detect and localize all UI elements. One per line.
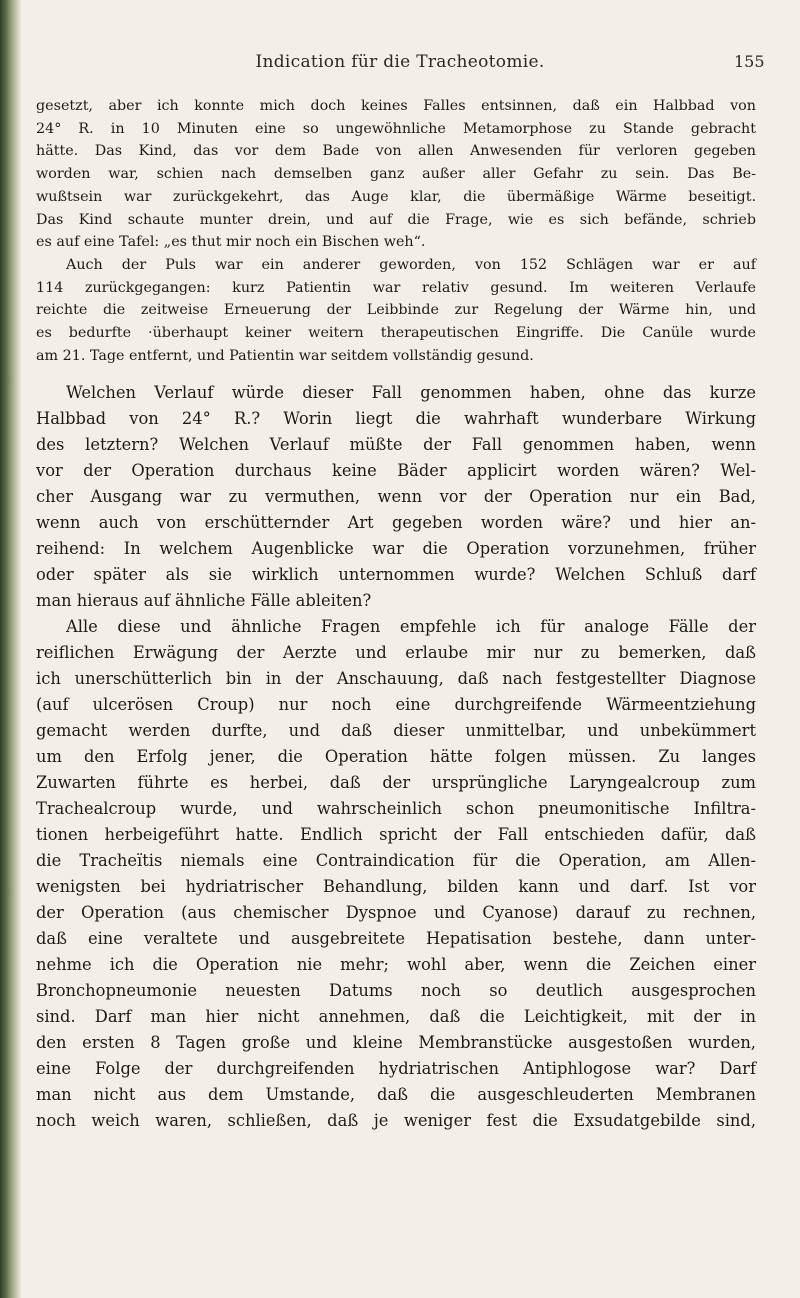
text-line: nehme ich die Operation nie mehr; wohl aber, wenn die Zeichen einer bbox=[36, 955, 756, 974]
text-line: es auf eine Tafel: „es thut mir noch ein Bischen weh“. bbox=[36, 234, 426, 251]
text-line: sind. Darf man hier nicht annehmen, daß die Leichtigkeit, mit der in bbox=[36, 1007, 756, 1026]
text-line: reichte die zeitweise Erneuerung der Leibbinde zur Regelung der Wärme hin, und bbox=[36, 302, 756, 319]
text-line: gesetzt, aber ich konnte mich doch keines Falles entsinnen, daß ein Halbbad von bbox=[36, 98, 756, 114]
text-line: (auf ulcerösen Croup) nur noch eine durchgreifende Wärmeentziehung bbox=[36, 695, 756, 714]
text-line: Das Kind schaute munter drein, und auf die Frage, wie es sich befände, schrieb bbox=[36, 211, 756, 228]
text-line: Bronchopneumonie neuesten Datums noch so deutlich ausgesprochen bbox=[36, 981, 756, 1000]
text-line: worden war, schien nach demselben ganz außer aller Gefahr zu sein. Das Be- bbox=[36, 166, 756, 183]
text-line: cher Ausgang war zu vermuthen, wenn vor der Operation nur ein Bad, bbox=[36, 487, 756, 506]
text-line: am 21. Tage entfernt, und Patientin war seitdem vollständig gesund. bbox=[36, 347, 534, 364]
text-line: ich unerschütterlich bin in der Anschauung, daß nach festgestellter Diagnose bbox=[36, 669, 756, 688]
text-line: es bedurfte ·überhaupt keiner weitern therapeutischen Eingriffe. Die Canüle wurde bbox=[36, 325, 756, 342]
text-line: wenigsten bei hydriatrischer Behandlung, bilden kann und darf. Ist vor bbox=[36, 877, 756, 896]
text-line: um den Erfolg jener, die Operation hätte folgen müssen. Zu langes bbox=[36, 747, 756, 766]
discussion-paragraphs bbox=[36, 380, 756, 1134]
text-line: man nicht aus dem Umstande, daß die ausgeschleuderten Membranen bbox=[36, 1085, 756, 1104]
text-line: wenn auch von erschütternder Art gegeben worden wäre? und hier an- bbox=[36, 513, 756, 532]
text-line: noch weich waren, schließen, daß je weniger fest die Exsudatgebilde sind, bbox=[36, 1111, 756, 1130]
text-line: oder später als sie wirklich unternommen wurde? Welchen Schluß darf bbox=[36, 565, 756, 584]
text-line: Trachealcroup wurde, und wahrscheinlich schon pneumonitische Infiltra- bbox=[36, 799, 756, 818]
text-line: tionen herbeigeführt hatte. Endlich spricht der Fall entschieden dafür, daß bbox=[36, 825, 756, 844]
text-line: Welchen Verlauf würde dieser Fall genommen haben, ohne das kurze bbox=[66, 383, 756, 402]
text-line: 114 zurückgegangen: kurz Patientin war relativ gesund. Im weiteren Verlaufe bbox=[36, 279, 756, 296]
text-line: wußtsein war zurückgekehrt, das Auge klar, die übermäßige Wärme beseitigt. bbox=[36, 188, 756, 205]
text-line: reiflichen Erwägung der Aerzte und erlaube mir nur zu bemerken, daß bbox=[36, 643, 756, 662]
text-line: man hieraus auf ähnliche Fälle ableiten? bbox=[36, 591, 372, 610]
text-line: daß eine veraltete und ausgebreitete Hepatisation bestehe, dann unter- bbox=[36, 929, 756, 948]
text-line: den ersten 8 Tagen große und kleine Membranstücke ausgestoßen wurden, bbox=[36, 1033, 756, 1052]
text-line: die Tracheïtis niemals eine Contraindication für die Operation, am Allen- bbox=[36, 851, 756, 870]
page-binding-shadow bbox=[0, 0, 22, 1298]
text-line: reihend: In welchem Augenblicke war die Operation vorzunehmen, früher bbox=[36, 539, 756, 558]
text-line: gemacht werden durfte, und daß dieser unmittelbar, und unbekümmert bbox=[36, 721, 756, 740]
text-line: Halbbad von 24° R.? Worin liegt die wahrhaft wunderbare Wirkung bbox=[36, 409, 756, 428]
running-head: Indication für die Tracheotomie. bbox=[255, 52, 545, 72]
text-line: Alle diese und ähnliche Fragen empfehle ich für analoge Fälle der bbox=[66, 617, 756, 636]
text-line: hätte. Das Kind, das vor dem Bade von allen Anwesenden für verloren gegeben bbox=[36, 143, 756, 160]
page-header bbox=[0, 52, 800, 76]
text-line: vor der Operation durchaus keine Bäder applicirt worden wären? Wel- bbox=[36, 461, 756, 480]
page-number: 155 bbox=[734, 52, 765, 71]
text-line: Auch der Puls war ein anderer geworden, von 152 Schlägen war er auf bbox=[66, 256, 756, 273]
text-line: Zuwarten führte es herbei, daß der ursprüngliche Laryngealcroup zum bbox=[36, 773, 756, 792]
text-line: des letztern? Welchen Verlauf müßte der Fall genommen haben, wenn bbox=[36, 435, 756, 454]
text-line: 24° R. in 10 Minuten eine so ungewöhnliche Metamorphose zu Stande gebracht bbox=[36, 120, 756, 137]
case-report-paragraph bbox=[36, 95, 756, 367]
text-line: eine Folge der durchgreifenden hydriatrischen Antiphlogose war? Darf bbox=[36, 1059, 756, 1078]
text-line: der Operation (aus chemischer Dyspnoe und Cyanose) darauf zu rechnen, bbox=[36, 903, 756, 922]
